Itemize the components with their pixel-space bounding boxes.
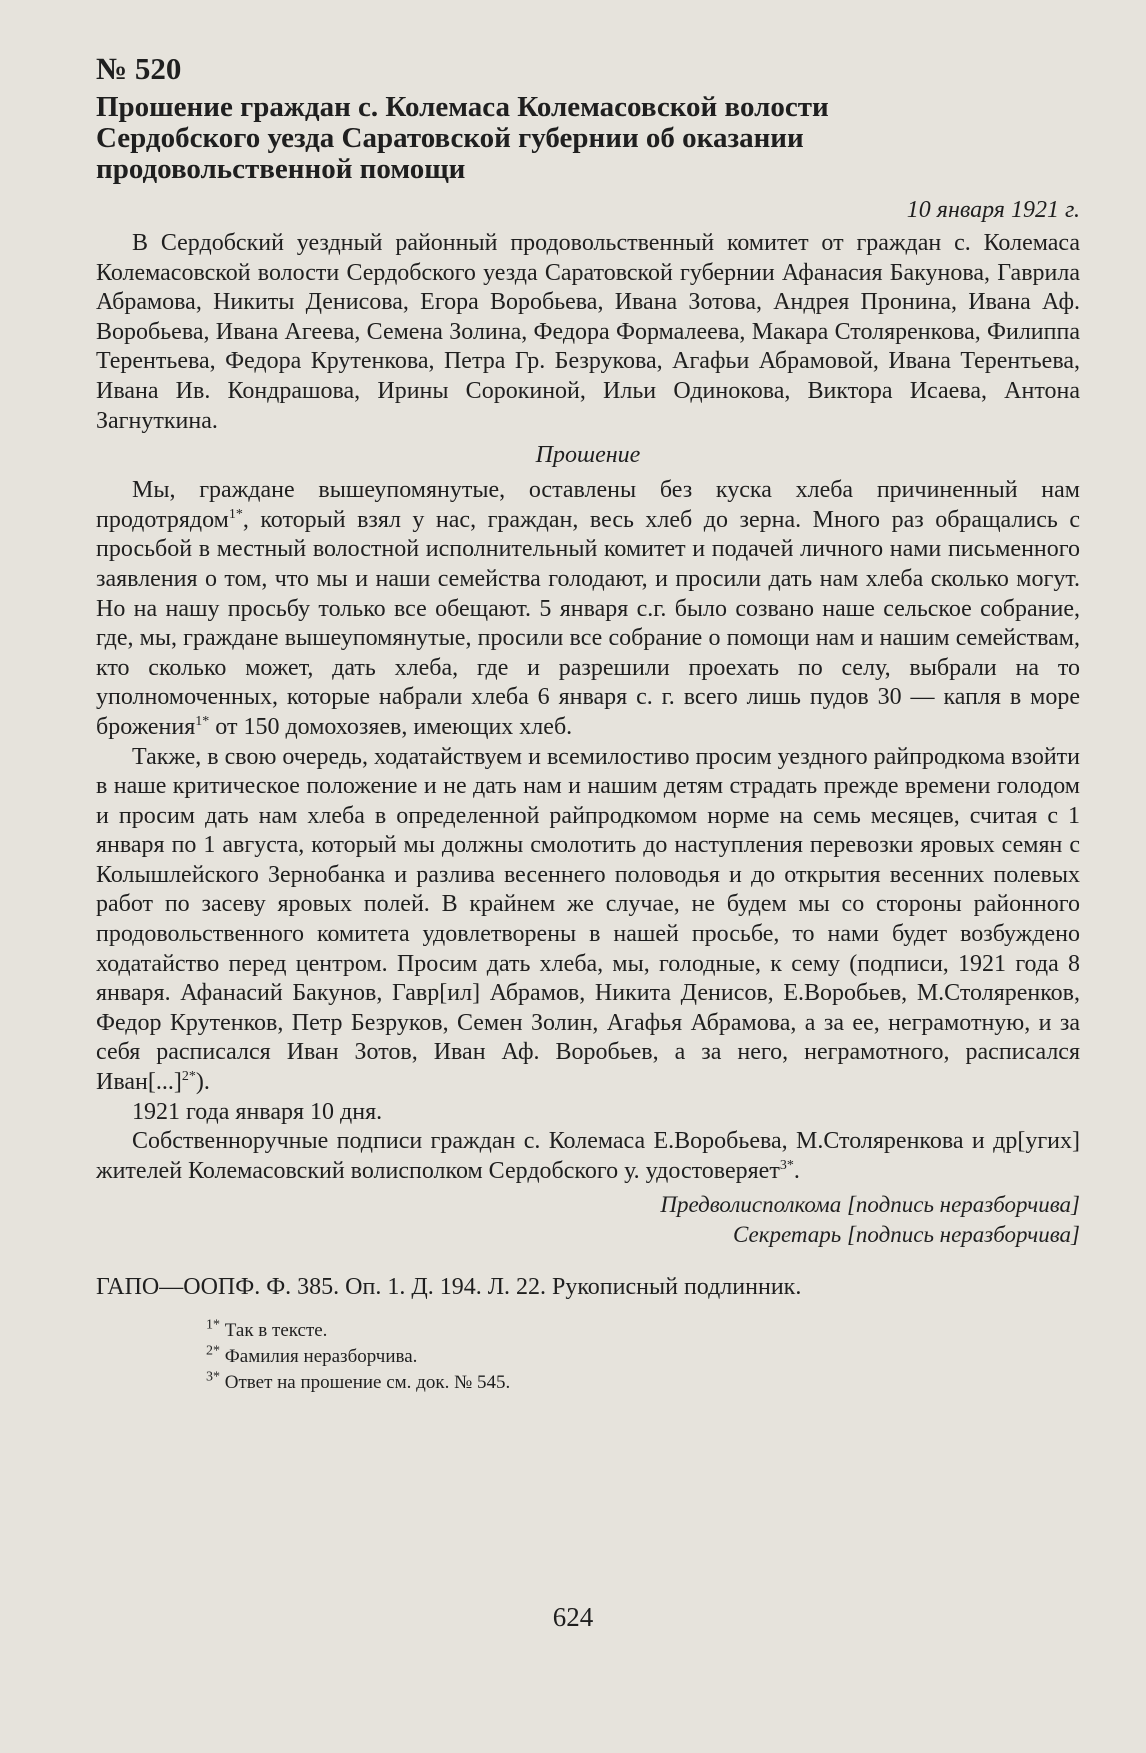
dateline: 1921 года января 10 дня.: [132, 1098, 383, 1125]
footnote-mark: 1*: [195, 713, 210, 729]
footnote-mark: 3*: [779, 1157, 794, 1173]
document-title: Прошение граждан с. Колемаса Колемасовской волости Сердобского уезда Саратовской губернии об оказании продовольственной помощи: [96, 91, 829, 185]
footnote-text: Фамилия неразборчива.: [224, 1346, 418, 1368]
footnote: [206, 1370, 1080, 1396]
text-fragment: от 150 домохозяев, имеющих хлеб.: [209, 713, 573, 740]
archive-reference: ГАПО—ООПФ. Ф. 385. Оп. 1. Д. 194. Л. 22. Рукописный подлинник.: [96, 1274, 802, 1301]
footnote-mark: 2*: [206, 1344, 220, 1360]
address-paragraph: В Сердобский уездный районный продовольственный комитет от граждан с. Колемаса Колемасовской волости Сердобского уезда Саратовской губернии Афанасия Бакунова, Гаврила Абрамова, Никиты Денисова, Егора Воробьева, Ивана Зотова, Андрея Пронина, Ивана Аф. Воробьева, Ивана Агеева, Семена Золина, Федора Формалеева, Макара Столяренкова, Филиппа Терентьева, Федора Крутенкова, Петра Гр. Безрукова, Агафьи Абрамовой, Ивана Терентьева, Ивана Ив. Кондрашова, Ирины Сорокиной, Ильи Одинокова, Виктора Исаева, Антона Загнуткина.: [96, 230, 1080, 434]
footnote: [206, 1318, 1080, 1344]
text-fragment: Мы, граждане вышеупомянутые, оставлены без куска хлеба причиненный нам продотрядом: [96, 477, 1080, 533]
signatures: [96, 1190, 1080, 1250]
footnote-mark: 1*: [228, 506, 243, 522]
footnote-mark: 2*: [181, 1069, 196, 1085]
document-number: № 520: [96, 51, 182, 86]
signature-chairman: Предволисполкома [подпись неразборчива]: [660, 1192, 1080, 1218]
text-fragment: ).: [195, 1069, 210, 1096]
footnote-mark: 1*: [206, 1318, 220, 1334]
page-number: 624: [552, 1602, 594, 1632]
footnote-mark: 3*: [206, 1370, 220, 1386]
petition-paragraph-2: [96, 743, 1080, 1098]
text-fragment: .: [793, 1157, 800, 1184]
signature-secretary: Секретарь [подпись неразборчива]: [733, 1222, 1080, 1248]
footnote: [206, 1344, 1080, 1370]
petition-paragraph-1: [96, 476, 1080, 742]
text-fragment: Собственноручные подписи граждан с. Колемаса Е.Воробьева, М.Столяренкова и др[угих] жителей Колемасовский волисполком Сердобского у. удостоверяет: [96, 1128, 1080, 1184]
subtitle: Прошение: [535, 442, 641, 469]
document-page: [96, 52, 1080, 1396]
footnotes: [206, 1318, 1080, 1396]
document-date: 10 января 1921 г.: [906, 197, 1080, 223]
footnote-text: Ответ на прошение см. док. № 545.: [224, 1372, 511, 1394]
certification-paragraph: [96, 1127, 1080, 1186]
footnote-text: Так в тексте.: [224, 1320, 328, 1342]
text-fragment: Также, в свою очередь, ходатайствуем и всемилостиво просим уездного райпродкома взойти в наше критическое положение и не дать нам и нашим детям страдать прежде времени голодом и просим дать нам хлеба в определенной райпродкомом норме на семь месяцев, считая с 1 января по 1 августа, который мы должны смолотить до наступления перевозки яровых семян с Колышлейского Зернобанка и разлива весеннего половодья и до открытия весенних полевых работ по засеву яровых полей. В крайнем же случае, не будем мы со стороны районного продовольственного комитета удовлетворены в нашей просьбе, то нами будет возбуждено ходатайство перед центром. Просим дать хлеба, мы, голодные, к сему (подписи, 1921 года 8 января. Афанасий Бакунов, Гавр[ил] Абрамов, Никита Денисов, Е.Воробьев, М.Столяренков, Федор Крутенков, Петр Безруков, Семен Золин, Агафья Абрамова, а за ее, неграмотную, и за себя расписался Иван Зотов, Иван Аф. Воробьев, а за него, неграмотного, расписался Иван[...]: [96, 743, 1080, 1096]
text-fragment: , который взял у нас, граждан, весь хлеб до зерна. Много раз обращались с просьбой в местный волостной исполнительный комитет и подачей личного нами письменного заявления о том, что мы и наши семейства голодают, и просили дать нам хлеба сколько могут. Но на нашу просьбу только все обещают. 5 января с.г. было созвано наше сельское собрание, где, мы, граждане вышеупомянутые, просили все собрание о помощи нам и нашим семействам, кто сколько может, дать хлеба, где и разрешили проехать по селу, выбрали на то уполномоченных, которые набрали хлеба 6 января с. г. всего лишь пудов 30 — капля в море брожения: [96, 506, 1080, 740]
